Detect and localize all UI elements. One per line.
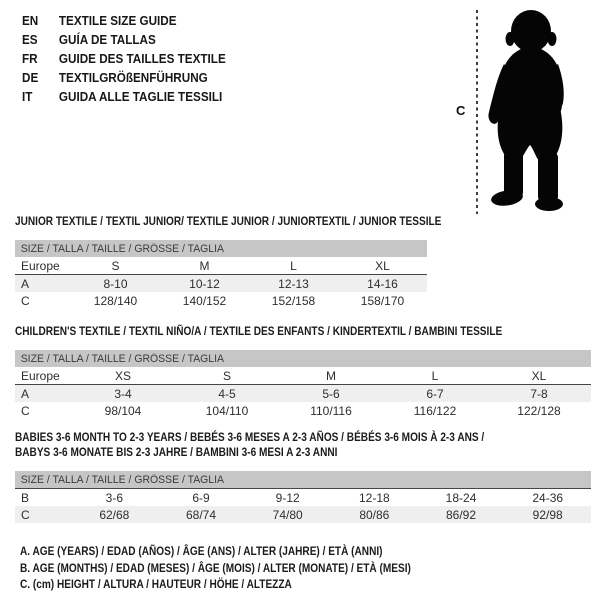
data-cell: 6-7 (426, 386, 444, 401)
row-label-cell: C (21, 293, 30, 308)
data-cell: 110/116 (310, 403, 352, 418)
row-label-cell: C (21, 403, 30, 418)
size-table (15, 240, 427, 309)
data-cell: 98/104 (104, 403, 142, 418)
language-label: TEXTILGRÖßENFÜHRUNG (58, 70, 208, 85)
language-code: IT (22, 89, 33, 104)
language-label: TEXTILE SIZE GUIDE (58, 13, 177, 28)
row-label-cell: Europe (21, 258, 60, 273)
column-header-cell: M (199, 258, 210, 273)
data-cell: 7-8 (530, 386, 548, 401)
data-row (15, 489, 591, 506)
data-cell: 9-12 (275, 490, 300, 505)
language-row (22, 68, 226, 87)
legend-line: A. AGE (YEARS) / EDAD (AÑOS) / ÂGE (ANS) / ALTER (JAHRE) / ETÀ (ANNI) (20, 544, 383, 558)
legend-line: B. AGE (MONTHS) / EDAD (MESES) / ÂGE (MOIS) / ALTER (MONATE) / ETÀ (MESI) (20, 560, 411, 575)
size-header-row (15, 350, 591, 367)
data-row (15, 402, 591, 419)
column-header-cell: S (222, 368, 231, 383)
data-cell: 3-4 (114, 386, 132, 401)
data-cell: 8-10 (103, 276, 128, 291)
language-code: DE (22, 70, 39, 85)
columns-header-row (15, 367, 591, 385)
language-list (22, 11, 248, 106)
height-measure-dashed-line (476, 10, 478, 214)
column-header-cell: XL (531, 368, 547, 383)
language-code: EN (22, 13, 39, 28)
data-cell: 116/122 (413, 403, 457, 418)
size-table (15, 471, 591, 523)
column-header-cell: M (326, 368, 336, 383)
table-title (15, 324, 600, 339)
size-tables-section (0, 214, 600, 523)
data-cell: 68/74 (185, 507, 217, 522)
language-code: FR (22, 51, 38, 66)
size-header-row (15, 240, 427, 257)
language-label: GUÍA DE TALLAS (58, 32, 156, 47)
data-cell: 6-9 (192, 490, 210, 505)
data-cell: 3-6 (105, 490, 123, 505)
language-row (22, 87, 226, 106)
size-header-row (15, 471, 591, 489)
size-header-label: SIZE / TALLA / TAILLE / GRÖSSE / TAGLIA (20, 473, 224, 486)
table-title-line: BABIES 3-6 MONTH TO 2-3 YEARS / BEBÉS 3-6 MESES A 2-3 AÑOS / BÉBÉS 3-6 MOIS À 2-3 ANS / (15, 430, 485, 444)
language-code: ES (22, 32, 38, 47)
column-header-cell: L (431, 368, 439, 383)
data-cell: 80/86 (359, 507, 390, 522)
data-cell: 152/158 (271, 293, 316, 308)
table-title (15, 214, 600, 229)
data-cell: 140/152 (182, 293, 227, 308)
height-measure-label: C (456, 103, 466, 118)
data-cell: 24-36 (532, 490, 564, 505)
row-label-cell: Europe (21, 368, 60, 383)
row-label-cell: A (21, 276, 30, 291)
data-cell: 74/80 (272, 507, 303, 522)
table-title-line: JUNIOR TEXTILE / TEXTIL JUNIOR/ TEXTILE JUNIOR / JUNIORTEXTIL / JUNIOR TESSILE (15, 214, 442, 228)
data-row (15, 506, 591, 523)
columns-header-row (15, 257, 427, 275)
data-cell: 12-18 (359, 490, 390, 505)
row-label-cell: A (21, 386, 30, 401)
language-row (22, 11, 226, 30)
page-header (0, 0, 600, 212)
data-cell: 104/110 (205, 403, 249, 418)
table-title-line: BABYS 3-6 MONATE BIS 2-3 JAHRE / BAMBINI 3-6 MESI A 2-3 ANNI (15, 445, 338, 459)
data-cell: 5-6 (322, 386, 340, 401)
data-cell: 4-5 (218, 386, 236, 401)
column-header-cell: XS (114, 368, 131, 383)
data-cell: 14-16 (367, 276, 398, 291)
row-label-cell: B (21, 490, 30, 505)
column-header-cell: L (290, 258, 297, 273)
data-cell: 158/170 (360, 293, 405, 308)
data-cell: 12-13 (278, 276, 309, 291)
language-label: GUIDA ALLE TAGLIE TESSILI (58, 89, 223, 104)
language-row (22, 30, 226, 49)
size-table (15, 350, 591, 419)
size-header-label: SIZE / TALLA / TAILLE / GRÖSSE / TAGLIA (20, 352, 224, 365)
data-cell: 92/98 (532, 507, 563, 522)
data-cell: 62/68 (99, 507, 130, 522)
legend (20, 543, 600, 593)
table-title-line: CHILDREN'S TEXTILE / TEXTIL NIÑO/A / TEXTILE DES ENFANTS / KINDERTEXTIL / BAMBINI TESSILE (15, 324, 503, 338)
data-row (15, 292, 427, 309)
data-row (15, 275, 427, 292)
data-cell: 10-12 (189, 276, 220, 291)
data-cell: 128/140 (93, 293, 138, 308)
language-row (22, 49, 226, 68)
data-cell: 18-24 (445, 490, 477, 505)
table-title (15, 430, 600, 460)
row-label-cell: C (21, 507, 30, 522)
legend-line: C. (cm) HEIGHT / ALTURA / HAUTEUR / HÖHE / ALTEZZA (20, 577, 292, 591)
data-cell: 86/92 (446, 507, 477, 522)
column-header-cell: XL (375, 258, 390, 273)
size-header-label: SIZE / TALLA / TAILLE / GRÖSSE / TAGLIA (20, 242, 224, 255)
language-label: GUIDE DES TAILLES TEXTILE (58, 51, 226, 66)
baby-silhouette (483, 8, 571, 212)
data-row (15, 385, 591, 402)
column-header-cell: S (111, 258, 120, 273)
data-cell: 122/128 (517, 403, 561, 418)
